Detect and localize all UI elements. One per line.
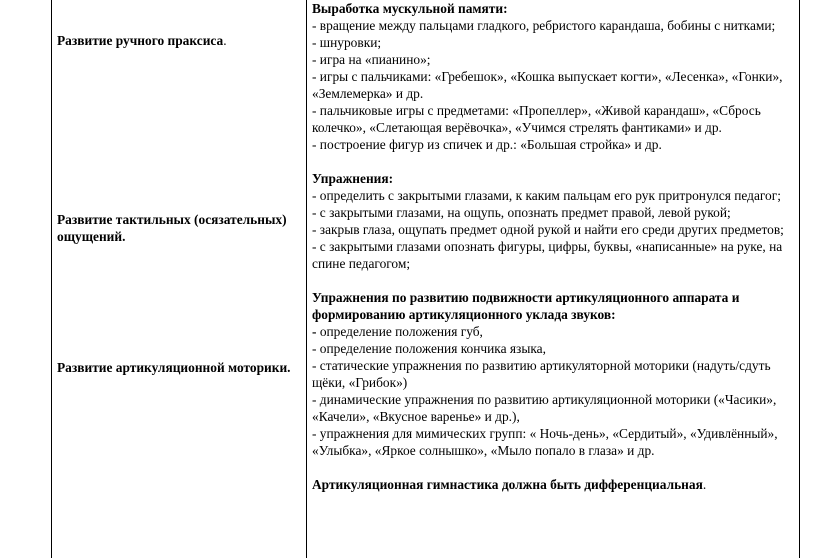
manual-praxis-dot: . xyxy=(223,33,227,48)
first-item-text: определение положения губ, xyxy=(316,324,483,339)
articulation-label: Развитие артикуляционной моторики. xyxy=(57,360,291,375)
list-item: - игры с пальчиками: «Гребешок», «Кошка выпускает когти», «Лесенка», «Гонки», «Землемерка» и др. xyxy=(312,69,783,101)
column-divider xyxy=(306,0,307,558)
left-cell-articulation xyxy=(57,359,297,376)
list-item xyxy=(312,323,798,340)
right-cell xyxy=(312,0,798,493)
muscle-memory-title: Выработка мускульной памяти: xyxy=(312,1,508,16)
spacer xyxy=(312,153,798,170)
conclusion-dot: . xyxy=(702,477,707,492)
manual-praxis-label: Развитие ручного праксиса xyxy=(57,33,224,48)
list-item: - пальчиковые игры с предметами: «Пропеллер», «Живой карандаш», «Сбрось колечко», «Слетающая верёвочка», «Учимся стрелять фантиками» и др. xyxy=(312,103,761,135)
conclusion xyxy=(312,476,798,493)
spacer xyxy=(312,272,798,289)
list-item: - с закрытыми глазами, на ощупь, опознать предмет правой, левой рукой; xyxy=(312,205,731,220)
list-item: - закрыв глаза, ощупать предмет одной рукой и найти его среди других предметов; xyxy=(312,222,784,237)
list-item: - с закрытыми глазами опознать фигуры, цифры, буквы, «написанные» на руке, на спине педагогом; xyxy=(312,239,783,271)
list-item: - определение положения кончика языка, xyxy=(312,341,546,356)
exercises-title: Упражнения: xyxy=(312,171,394,186)
list-item: - построение фигур из спичек и др.: «Большая стройка» и др. xyxy=(312,137,662,152)
spacer xyxy=(312,459,798,476)
content-table xyxy=(51,0,800,558)
articulation-exercises-title: Упражнения по развитию подвижности артикуляционного аппарата и формированию артикуляционного уклада звуков: xyxy=(312,290,740,322)
list-item: - шнуровки; xyxy=(312,35,382,50)
conclusion-text: Артикуляционная гимнастика должна быть дифференциальная xyxy=(312,477,703,492)
list-item: - игра на «пианино»; xyxy=(312,52,431,67)
first-item-dash: - xyxy=(312,324,317,339)
list-item: - упражнения для мимических групп: « Ночь-день», «Сердитый», «Удивлённый», «Улыбка», «Яркое солнышко», «Мыло попало в глаза» и др. xyxy=(312,426,778,458)
list-item: - динамические упражнения по развитию артикуляционной моторики («Часики», «Качели», «Вкусное варенье» и др.), xyxy=(312,392,777,424)
list-item: - определить с закрытыми глазами, к каким пальцам его рук притронулся педагог; xyxy=(312,188,781,203)
list-item: - вращение между пальцами гладкого, ребристого карандаша, бобины с нитками; xyxy=(312,18,776,33)
list-item: - статические упражнения по развитию артикуляторной моторики (надуть/сдуть щёки, «Грибок») xyxy=(312,358,771,390)
left-cell-tactile xyxy=(57,211,297,245)
left-cell-manual-praxis xyxy=(57,32,297,49)
tactile-label: Развитие тактильных (осязательных) ощущений. xyxy=(57,212,287,244)
